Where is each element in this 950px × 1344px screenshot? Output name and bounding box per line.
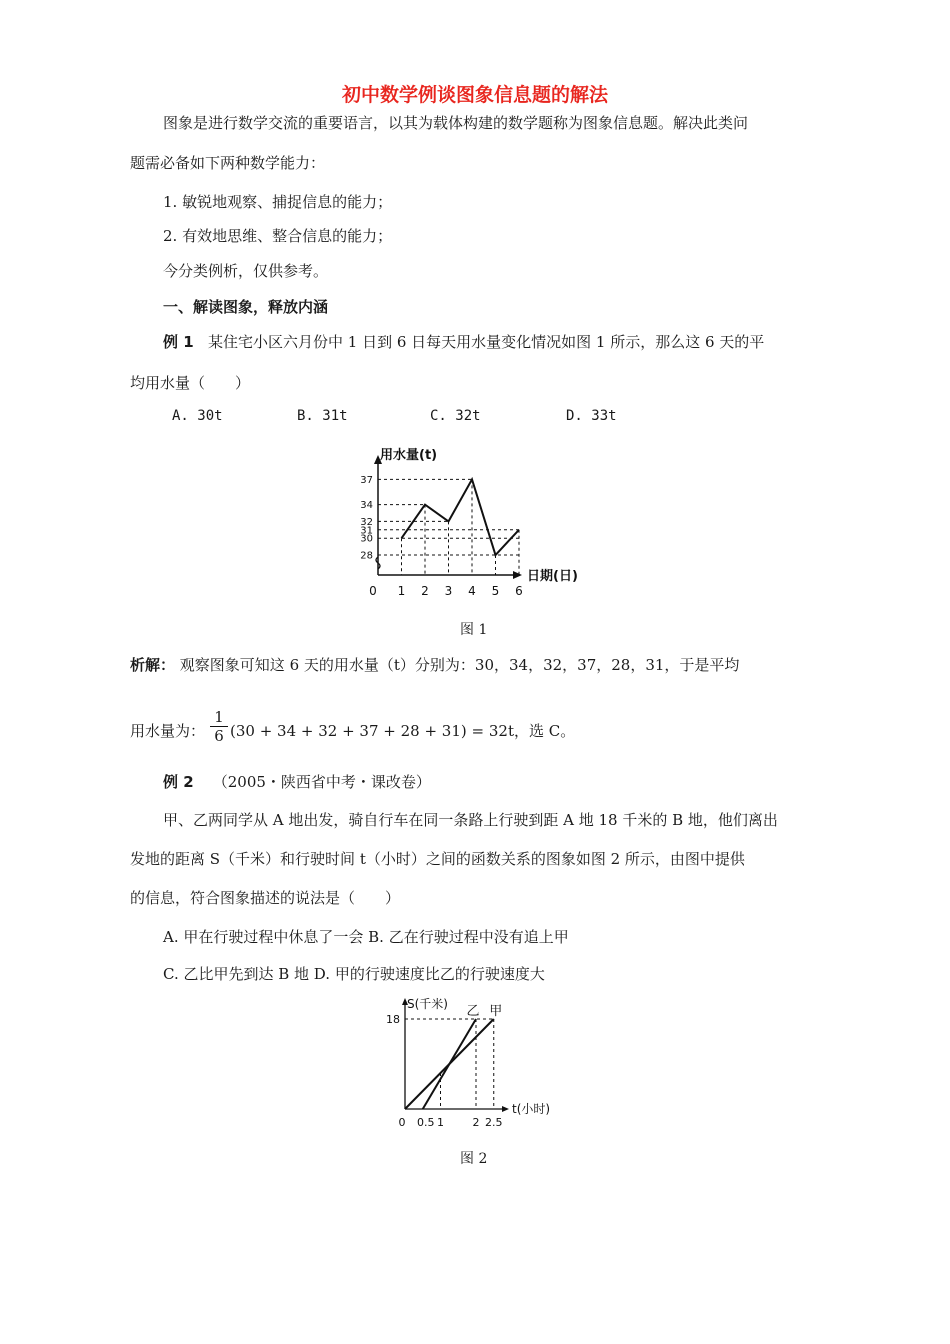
fig1-xtick-1: 1 [397,584,406,598]
figure-1-caption: 图 1 [460,622,488,638]
fig1-ytick-31: 31 [360,525,373,537]
figure-2-chart [378,995,568,1133]
fig2-series-name-0: 乙 [466,1004,480,1019]
fig1-xtick-6: 6 [515,584,523,598]
intro-line-2: 题需必备如下两种数学能力： [130,154,326,172]
intro-line-1: 图象是进行数学交流的重要语言，以其为载体构建的数学题称为图象信息题。解决此类问 [163,114,749,132]
figure-2-y-ticks [386,1013,400,1026]
fig2-xtick-2: 2 [472,1116,480,1129]
fig1-xtick-4: 4 [468,584,476,598]
figure-1-series-line [402,479,520,555]
figure-2-caption: 图 2 [460,1151,488,1167]
figure-1-axes [378,461,515,575]
section-heading: 一、解读图象，释放内涵 [163,298,329,316]
figure-2-x-label: t(小时) [512,1102,551,1116]
fraction-denominator: 6 [214,727,224,745]
fig1-ytick-37: 37 [360,474,373,486]
fig1-ytick-30: 30 [360,533,373,545]
intro-item-1: 1. 敏锐地观察、捕捉信息的能力； [163,193,393,211]
fig2-series-name-1: 甲 [489,1004,503,1019]
example-2-line-2: 发地的距离 S（千米）和行驶时间 t（小时）之间的函数关系的图象如图 2 所示，由图中提供 [130,850,745,868]
example-2-options-ab: A. 甲在行驶过程中休息了一会 B. 乙在行驶过程中没有追上甲 [163,928,569,946]
fig1-ytick-28: 28 [360,550,373,562]
figure-2-series [405,1019,494,1109]
figure-1-x-ticks [369,584,523,598]
fig1-xtick-0: 0 [369,584,377,598]
figure-1-x-arrow [513,571,522,579]
option-a: A. 30t [172,408,223,424]
fig2-series-line-1 [405,1019,494,1109]
figure-1-x-label: 日期(日) [527,569,578,584]
analysis-line [130,654,739,675]
figure-1-chart [350,445,600,603]
intro-closing: 今分类例析，仅供参考。 [163,262,329,280]
option-d: D. 33t [566,408,617,424]
fig1-xtick-5: 5 [491,584,500,598]
example-1-line-2: 均用水量（ ） [130,374,251,392]
example-1-line-1 [163,331,764,352]
fig2-xtick-1: 1 [437,1116,444,1129]
fig2-ytick-18: 18 [386,1013,400,1026]
fig1-ytick-34: 34 [360,500,373,512]
example-2-line-1: 甲、乙两同学从 A 地出发，骑自行车在同一条路上行驶到距 A 地 18 千米的 B 地，他们离出 [163,811,778,829]
figure-1-y-label: 用水量(t) [380,448,438,463]
figure-2-y-label: S(千米) [407,997,448,1011]
option-b: B. 31t [297,408,348,424]
example-1-label: 例 1 [163,333,194,351]
figure-2-series-names [466,1004,502,1019]
fraction-numerator: 1 [210,708,228,727]
example-1-text: 某住宅小区六月份中 1 日到 6 日每天用水量变化情况如图 1 所示，那么这 6 天的平 [207,333,765,351]
formula-prefix: 用水量为： [130,722,206,740]
formula-fraction [210,708,228,745]
example-2-header [163,771,431,792]
intro-item-2: 2. 有效地思维、整合信息的能力； [163,227,393,245]
analysis-text: 观察图象可知这 6 天的用水量（t）分别为：30，34，32，37，28，31，于是平均 [179,656,740,674]
figure-2-x-ticks [399,1116,503,1129]
figure-1-y-ticks [360,475,373,562]
fig1-ytick-32: 32 [360,516,373,528]
example-2-source: （2005・陕西省中考・课改卷） [212,773,431,791]
example-2-options-cd: C. 乙比甲先到达 B 地 D. 甲的行驶速度比乙的行驶速度大 [163,965,545,983]
analysis-label: 析解： [130,656,176,674]
fig1-xtick-3: 3 [444,584,453,598]
fig2-xtick-0: 0 [398,1116,406,1129]
formula-answer: ，选 C。 [513,722,576,740]
figure-2-x-arrow [502,1106,509,1112]
option-c: C. 32t [430,408,481,424]
page-title: 初中数学例谈图象信息题的解法 [341,84,608,106]
fig1-xtick-2: 2 [421,584,429,598]
formula-expression: (30 + 34 + 32 + 37 + 28 + 31) = 32t [230,722,514,740]
figure-1-guides [378,479,519,575]
example-2-label: 例 2 [163,773,194,791]
fig2-xtick-0.5: 0.5 [417,1116,435,1129]
example-2-line-3: 的信息，符合图象描述的说法是（ ） [130,889,401,907]
formula-body [230,720,575,741]
fig2-xtick-2.5: 2.5 [485,1116,503,1129]
